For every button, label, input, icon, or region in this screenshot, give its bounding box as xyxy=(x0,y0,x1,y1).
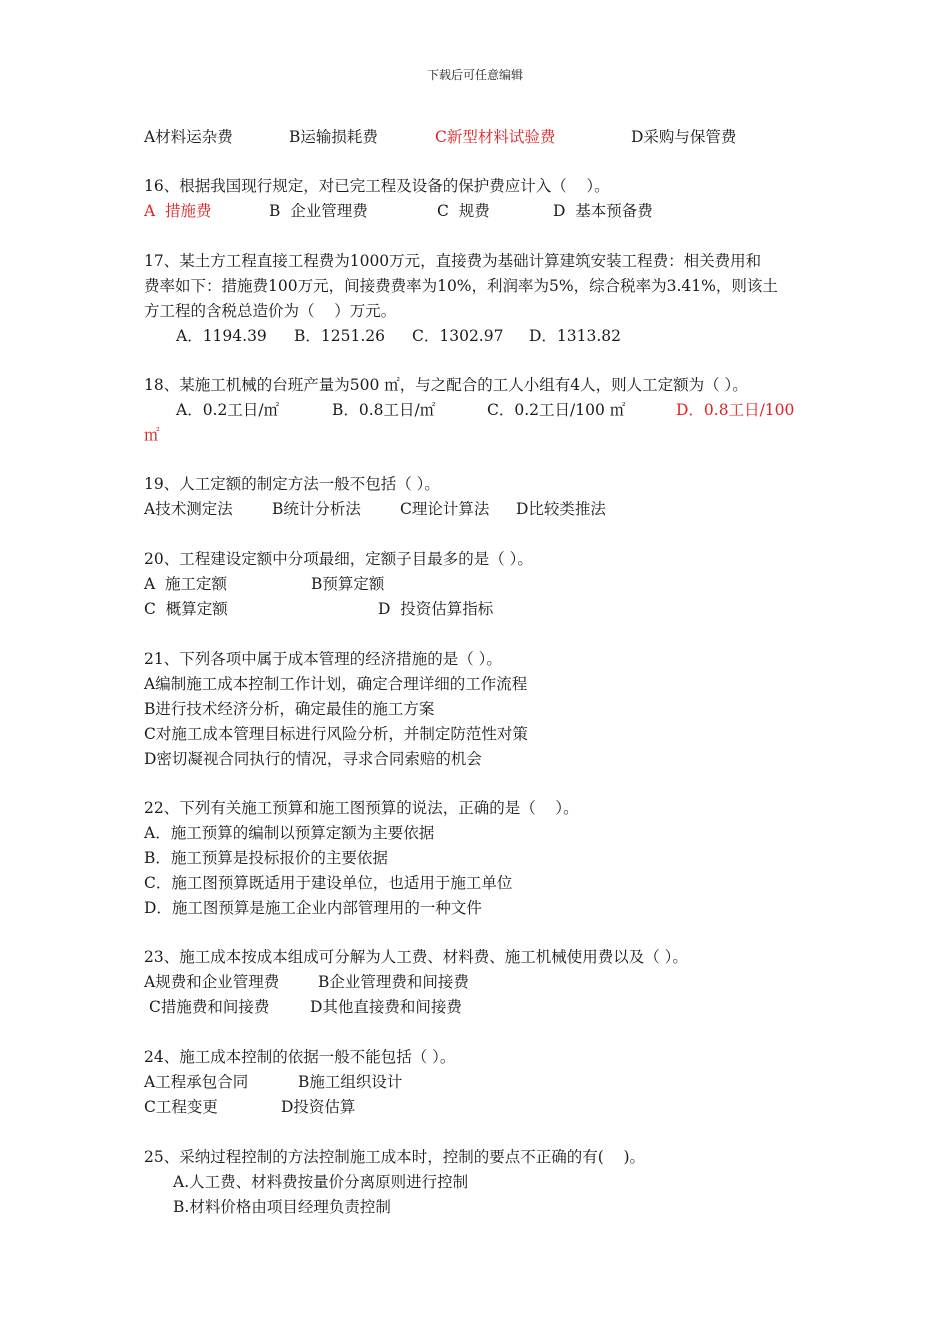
q18-option-c: C．0.2工日/100 ㎡ xyxy=(487,401,626,419)
q17-stem-line-2: 费率如下：措施费100万元，间接费费率为10%，利润率为5%，综合税率为3.41%，则该土 xyxy=(144,277,778,295)
q25-stem: 25、采纳过程控制的方法控制施工成本时，控制的要点不正确的有( )。 xyxy=(144,1148,646,1166)
q19-option-a: A技术测定法 xyxy=(144,500,233,518)
q20-option-d: D 投资估算指标 xyxy=(378,600,494,618)
q20-option-a: A 施工定额 xyxy=(144,575,228,593)
q15-option-d: D采购与保管费 xyxy=(631,128,737,146)
q22-option-a: A．施工预算的编制以预算定额为主要依据 xyxy=(144,824,435,842)
q18-option-a: A．0.2工日/㎡ xyxy=(176,401,280,419)
q23-stem: 23、施工成本按成本组成可分解为人工费、材料费、施工机械使用费以及（ ）。 xyxy=(144,948,688,966)
q17-option-a: A．1194.39 xyxy=(176,327,267,345)
q18-stem: 18、某施工机械的台班产量为500 ㎡，与之配合的工人小组有4人，则人工定额为（ ）。 xyxy=(144,376,748,394)
q24-option-d: D投资估算 xyxy=(281,1098,356,1116)
q21-stem: 21、下列各项中属于成本管理的经济措施的是（ ）。 xyxy=(144,650,502,668)
q20-stem: 20、工程建设定额中分项最细，定额子目最多的是（ ）。 xyxy=(144,550,533,568)
q17-option-c: C．1302.97 xyxy=(412,327,504,345)
q17-option-b: B．1251.26 xyxy=(294,327,385,345)
q15-option-a: A材料运杂费 xyxy=(144,128,233,146)
q18-option-d-wrap: ㎡ xyxy=(144,426,160,444)
q24-option-b: B施工组织设计 xyxy=(298,1073,403,1091)
q22-option-d: D．施工图预算是施工企业内部管理用的一种文件 xyxy=(144,899,482,917)
q19-stem: 19、人工定额的制定方法一般不包括（ ）。 xyxy=(144,475,440,493)
q16-stem: 16、根据我国现行规定，对已完工程及设备的保护费应计入（ ）。 xyxy=(144,177,610,195)
q24-stem: 24、施工成本控制的依据一般不能包括（ ）。 xyxy=(144,1048,456,1066)
q16-option-d: D 基本预备费 xyxy=(553,202,653,220)
q17-stem-line-1: 17、某土方工程直接工程费为1000万元，直接费为基础计算建筑安装工程费：相关费用和 xyxy=(144,252,762,270)
q16-option-c: C 规费 xyxy=(437,202,490,220)
q23-option-b: B企业管理费和间接费 xyxy=(318,973,469,991)
q24-option-c: C工程变更 xyxy=(144,1098,218,1116)
q23-option-c: C措施费和间接费 xyxy=(149,998,270,1016)
q17-stem-line-3: 方工程的含税总造价为（ ）万元。 xyxy=(144,302,397,320)
q15-option-b: B运输损耗费 xyxy=(289,128,378,146)
q21-option-b: B进行技术经济分析，确定最佳的施工方案 xyxy=(144,700,435,718)
q22-option-b: B．施工预算是投标报价的主要依据 xyxy=(144,849,388,867)
q24-option-a: A工程承包合同 xyxy=(144,1073,249,1091)
q18-option-d-answer: D．0.8工日/100 xyxy=(676,401,795,419)
q21-option-a: A编制施工成本控制工作计划，确定合理详细的工作流程 xyxy=(144,675,528,693)
q21-option-c: C对施工成本管理目标进行风险分析，并制定防范性对策 xyxy=(144,725,528,743)
page-header: 下载后可任意编辑 xyxy=(426,68,523,82)
q18-option-b: B．0.8工日/㎡ xyxy=(332,401,436,419)
q20-option-c: C 概算定额 xyxy=(144,600,228,618)
q19-option-c: C理论计算法 xyxy=(400,500,490,518)
q20-option-b: B预算定额 xyxy=(311,575,385,593)
q22-stem: 22、下列有关施工预算和施工图预算的说法，正确的是（ ）。 xyxy=(144,799,579,817)
q22-option-c: C．施工图预算既适用于建设单位，也适用于施工单位 xyxy=(144,874,513,892)
q16-option-b: B 企业管理费 xyxy=(269,202,368,220)
q19-option-b: B统计分析法 xyxy=(272,500,361,518)
q23-option-d: D其他直接费和间接费 xyxy=(310,998,462,1016)
q21-option-d: D密切凝视合同执行的情况，寻求合同索赔的机会 xyxy=(144,750,482,768)
q16-option-a-answer: A 措施费 xyxy=(144,202,212,220)
q17-option-d: D．1313.82 xyxy=(529,327,622,345)
q25-option-b: B.材料价格由项目经理负责控制 xyxy=(173,1198,391,1216)
q25-option-a: A.人工费、材料费按量价分离原则进行控制 xyxy=(173,1173,469,1191)
q15-option-c-answer: C新型材料试验费 xyxy=(435,128,556,146)
q23-option-a: A规费和企业管理费 xyxy=(144,973,280,991)
q19-option-d: D比较类推法 xyxy=(516,500,606,518)
